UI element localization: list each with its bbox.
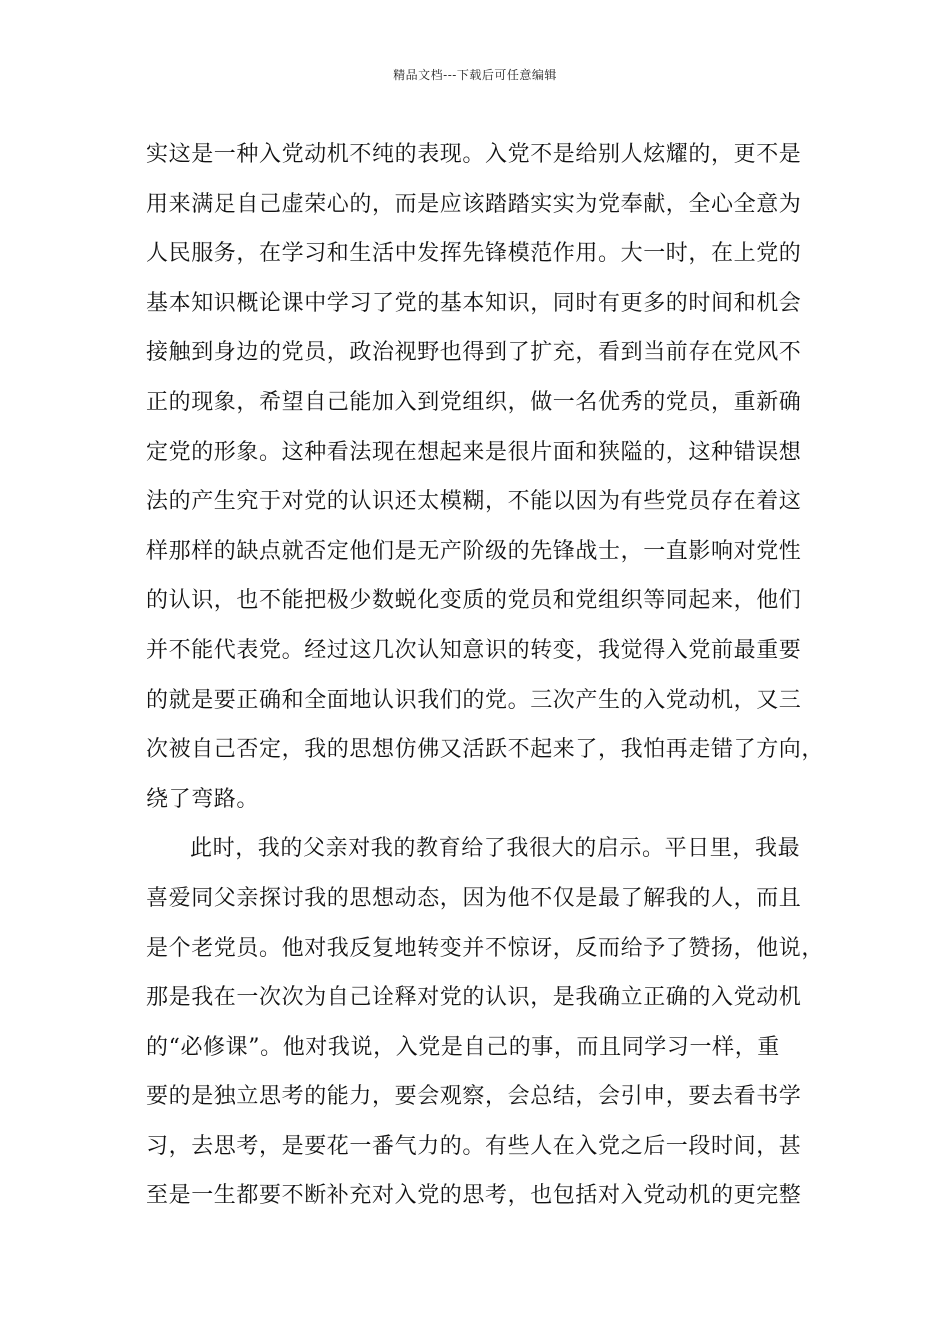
text-line: 的认识，也不能把极少数蜕化变质的党员和党组织等同起来，他们 [146,588,802,614]
text-line: 正的现象，希望自己能加入到党组织，做一名优秀的党员，重新确 [146,389,802,415]
text-line: 喜爱同父亲探讨我的思想动态，因为他不仅是最了解我的人，而且 [146,885,802,911]
text-line: 样那样的缺点就否定他们是无产阶级的先锋战士，一直影响对党性 [146,538,802,564]
text-line: 法的产生究于对党的认识还太模糊，不能以因为有些党员存在着这 [146,489,802,515]
text-line: 定党的形象。这种看法现在想起来是很片面和狭隘的，这种错误想 [146,439,802,465]
text-line: 至是一生都要不断补充对入党的思考，也包括对入党动机的更完整 [146,1183,802,1209]
page-header: 精品文档---下载后可任意编辑 [393,68,557,82]
text-line: 的“必修课”。他对我说，入党是自己的事，而且同学习一样，重 [146,1034,780,1060]
text-line: 基本知识概论课中学习了党的基本知识，同时有更多的时间和机会 [146,290,802,316]
text-line: 的就是要正确和全面地认识我们的党。三次产生的入党动机，又三 [146,687,802,713]
text-line: 并不能代表党。经过这几次认知意识的转变，我觉得入党前最重要 [146,637,802,663]
text-line: 要的是独立思考的能力，要会观察，会总结，会引申，要去看书学 [146,1084,802,1110]
text-line: 那是我在一次次为自己诠释对党的认识，是我确立正确的入党动机 [146,985,802,1011]
text-line: 人民服务，在学习和生活中发挥先锋模范作用。大一时，在上党的 [146,241,802,267]
text-line: 此时，我的父亲对我的教育给了我很大的启示。平日里，我最 [190,836,801,862]
text-line: 用来满足自己虚荣心的，而是应该踏踏实实为党奉献，全心全意为 [146,191,802,217]
text-line: 是个老党员。他对我反复地转变并不惊讶，反而给予了赞扬，他说， [146,935,825,961]
text-line: 实这是一种入党动机不纯的表现。入党不是给别人炫耀的，更不是 [146,142,802,167]
body-text [146,130,826,1221]
text-line: 接触到身边的党员，政治视野也得到了扩充，看到当前存在党风不 [146,340,802,366]
text-line: 绕了弯路。 [146,786,260,812]
text-line: 次被自己否定，我的思想仿佛又活跃不起来了，我怕再走错了方向， [146,737,825,763]
text-line: 习，去思考，是要花一番气力的。有些人在入党之后一段时间，甚 [146,1133,802,1159]
